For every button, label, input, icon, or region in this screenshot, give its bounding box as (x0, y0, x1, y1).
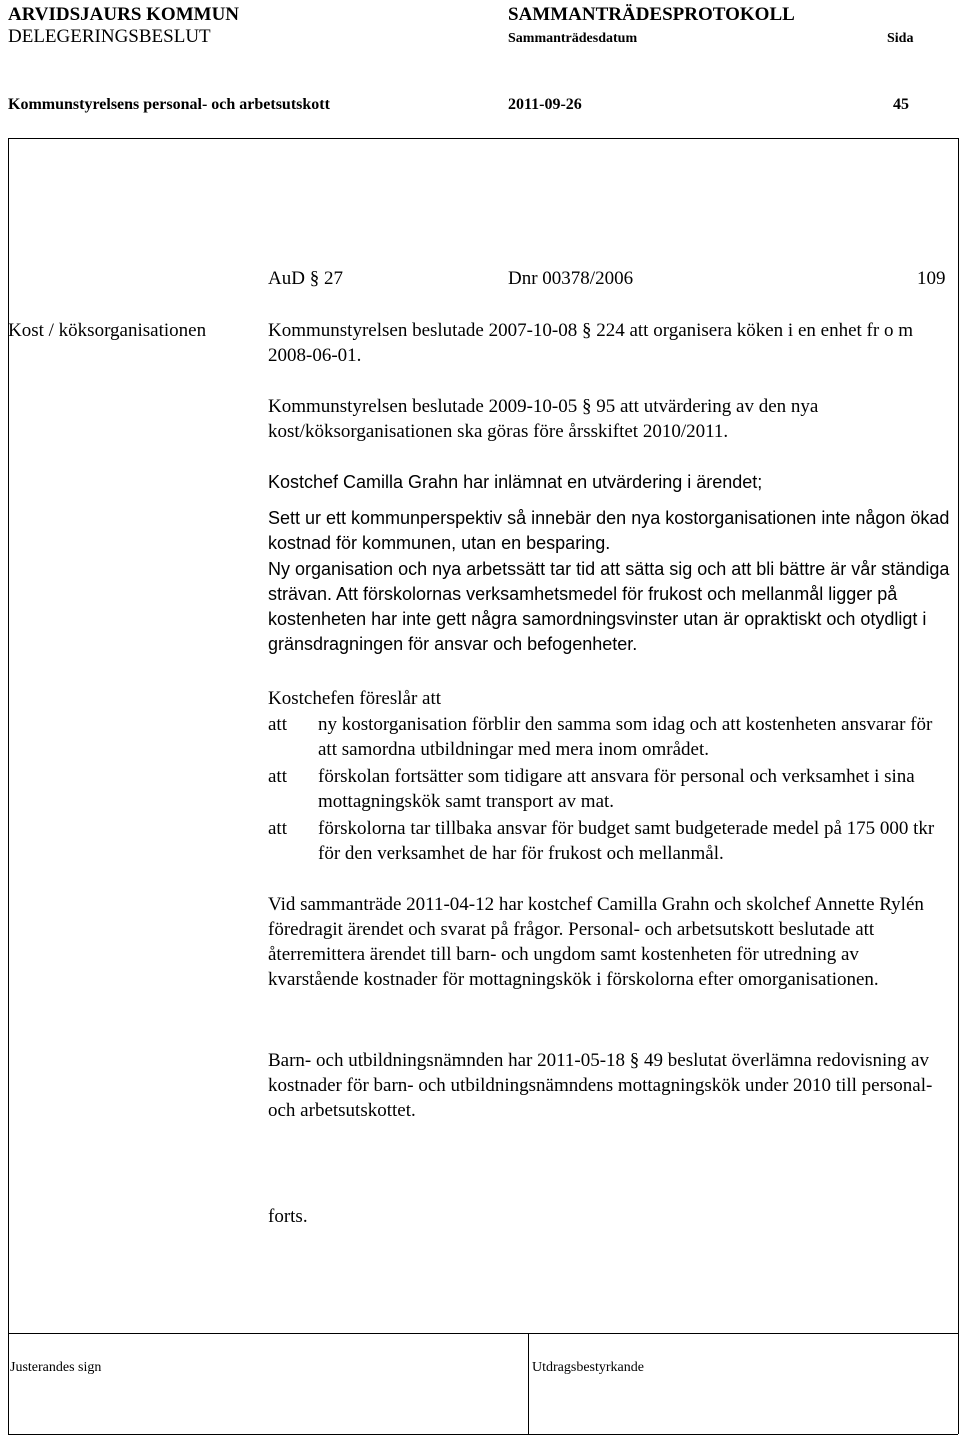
proposal-list (268, 712, 954, 866)
meeting-date-label: Sammanträdesdatum (508, 31, 638, 46)
case-reference: AuD § 27 (268, 268, 343, 289)
proposal-item-key: att (268, 714, 287, 735)
footer-certify-label: Utdragsbestyrkande (532, 1360, 644, 1375)
proposal-item-key: att (268, 766, 287, 787)
paragraph-meeting-2011: Vid sammanträde 2011-04-12 har kostchef Camilla Grahn och skolchef Annette Rylén föredragit ärendet och svarat på frågor. Personal- och arbetsutskott beslutade att återremittera ärendet till barn- och ungdom samt kostenheten för utredning av kvarstående kostnader för mottagningskök i förskolorna efter omorganisationen. (268, 894, 924, 990)
paragraph-board-report: Barn- och utbildningsnämnden har 2011-05-18 § 49 beslutat överlämna redovisning av kostnader för barn- och utbildningsnämndens mottagningskök under 2010 till personal- och arbetsutskottet. (268, 1050, 933, 1121)
committee-name: Kommunstyrelsens personal- och arbetsutskott (8, 96, 330, 113)
paragraph-decision-2009: Kommunstyrelsen beslutade 2009-10-05 § 95 att utvärdering av den nya kost/köksorganisationen ska göras före årsskiftet 2010/2011. (268, 396, 819, 442)
proposal-intro: Kostchefen föreslår att (268, 688, 442, 709)
proposal-item-text: förskolorna tar tillbaka ansvar för budget samt budgeterade medel på 175 000 tkr för den verksamhet de har för frukost och mellanmål. (318, 818, 935, 864)
paragraph-decision-2007: Kommunstyrelsen beslutade 2007-10-08 § 224 att organisera köken i en enhet fr o m 2008-06-01. (268, 320, 913, 366)
paragraph-evaluation-cost: Sett ur ett kommunperspektiv så innebär den nya kostorganisationen inte någon ökad kostnad för kommunen, utan en besparing. (268, 508, 950, 553)
doc-kind: DELEGERINGSBESLUT (8, 26, 211, 47)
frame-right-line (958, 138, 959, 1434)
meeting-date: 2011-09-26 (508, 96, 582, 113)
protocol-title: SAMMANTRÄDESPROTOKOLL (508, 4, 795, 25)
continued-marker: forts. (268, 1206, 308, 1227)
footer-sign-label: Justerandes sign (10, 1360, 102, 1375)
case-subject: Kost / köksorganisationen (8, 320, 207, 341)
case-number: 109 (917, 268, 946, 289)
paragraph-evaluation-organisation: Ny organisation och nya arbetssätt tar tid att sätta sig och att bli bättre är vår ständiga strävan. Att förskolornas verksamhetsmedel för frukost och mellanmål ligger på kostenheten har inte gett några samordningsvinster utan är opraktiskt och otydligt i gränsdragningen för ansvar och befogenheter. (268, 559, 950, 654)
municipality-name: ARVIDSJAURS KOMMUN (8, 4, 240, 25)
paragraph-evaluation-intro: Kostchef Camilla Grahn har inlämnat en utvärdering i ärendet; (268, 472, 763, 492)
frame-top-line (8, 138, 958, 139)
proposal-item-key: att (268, 818, 287, 839)
proposal-item (268, 816, 954, 866)
footer-split-line (528, 1333, 529, 1434)
proposal-item-text: ny kostorganisation förblir den samma som idag och att kostenheten ansvarar för att samordna utbildningar med mera inom området. (318, 714, 933, 760)
footer-divider (8, 1333, 958, 1334)
frame-bottom-line (8, 1434, 958, 1435)
page-label: Sida (887, 31, 914, 46)
page-number: 45 (893, 96, 909, 113)
proposal-item (268, 764, 954, 814)
proposal-item (268, 712, 954, 762)
case-dnr: Dnr 00378/2006 (508, 268, 634, 289)
proposal-item-text: förskolan fortsätter som tidigare att ansvara för personal och verksamhet i sina mottagningskök samt transport av mat. (318, 766, 915, 812)
